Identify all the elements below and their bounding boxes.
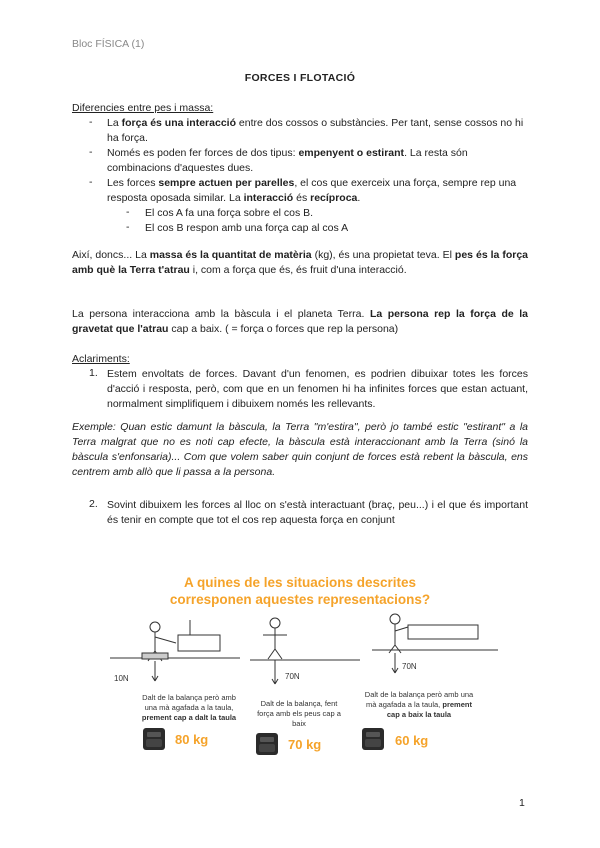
head-sketch: [270, 618, 280, 628]
scale-icon: [143, 728, 165, 750]
bullet-dash: -: [89, 146, 93, 158]
sub-bullet-dash: -: [126, 221, 130, 233]
scale-sketch: [142, 653, 168, 659]
page-title: FORCES I FLOTACIÓ: [244, 72, 356, 84]
sketch-label: 10N: [114, 674, 129, 683]
scale-icon: [362, 728, 384, 750]
list-number: 2.: [89, 498, 98, 510]
weight-60: 60 kg: [395, 733, 429, 748]
sketch-label: 70N: [402, 662, 417, 671]
weight-70: 70 kg: [288, 737, 322, 752]
sketch-label: 70N: [285, 672, 300, 681]
sub-bullet-b: El cos B respon amb una força cap al cos A: [145, 222, 349, 234]
scale-icon: [256, 733, 278, 755]
caption-situation-3: Dalt de la balança però amb una mà agafada a la taula, prement cap a baix la taula: [364, 690, 474, 719]
bullet-force-pairs: Les forces sempre actuen per parelles, el cos que exerceix una força, sempre rep una resposta oposada similar. La interacció és recíproca.: [107, 177, 517, 204]
figure-title-line-2: corresponen aquestes representacions?: [169, 592, 431, 607]
paragraph-mass-weight: Així, doncs... La massa és la quantitat de matèria (kg), és una propietat teva. El pes és la força amb què la Terra t'atrau i, com a força que és, és fruit d'una interacció.: [72, 249, 529, 276]
section-heading-weight-mass: Diferencies entre pes i massa:: [72, 102, 214, 114]
clarification-item-2: Sovint dibuixem les forces al lloc on s'està interactuant (braç, peu...) i el que és important és tenir en compte que tot el cos rep aquesta força en conjunt: [107, 499, 528, 526]
section-heading-clarifications: Aclariments:: [72, 353, 130, 365]
weight-80: 80 kg: [175, 732, 209, 747]
bullet-force-interaction: La força és una interacció entre dos cossos o substàncies. Per tant, sense cossos no hi ha força.: [107, 117, 524, 144]
document-header: Bloc FÍSICA (1): [72, 38, 145, 50]
head-sketch: [150, 622, 160, 632]
sub-bullet-a: El cos A fa una força sobre el cos B.: [145, 207, 314, 219]
list-number: 1.: [89, 367, 98, 379]
sub-bullet-dash: -: [126, 206, 130, 218]
table-sketch: [178, 635, 220, 651]
figure-title-line-1: A quines de les situacions descrites: [183, 575, 417, 590]
caption-situation-2: Dalt de la balança, fent força amb els peus cap a baix: [257, 699, 341, 728]
bullet-dash: -: [89, 176, 93, 188]
bullet-dash: -: [89, 116, 93, 128]
table-sketch: [408, 625, 478, 639]
bullet-force-types: Només es poden fer forces de dos tipus: empenyent o estirant. La resta són combinacions d'aquestes dues.: [107, 147, 468, 174]
clarification-item-1: Estem envoltats de forces. Davant d'un fenomen, es podrien dibuixar totes les forces d'acció i resposta, però, com que en un fenomen hi ha infinites forces que estan actuant, normalment simplifiquem i dibuixem només les rellevants.: [107, 368, 528, 410]
force-sketches: [110, 605, 500, 685]
head-sketch: [390, 614, 400, 624]
page-number: 1: [519, 797, 525, 809]
example-paragraph: Exemple: Quan estic damunt la bàscula, la Terra "m'estira", però jo també estic "estirant" a la Terra malgrat que no es noti cap efecte, la bàscula està interaccionant amb la Terra (sinó la bàscula s'enfonsaria)... Com que volem saber quin conjunt de forces està rebent la bàscula, ens centrem amb allò que li passa a la persona.: [72, 421, 528, 478]
paragraph-person-scale: La persona interacciona amb la bàscula i el planeta Terra. La persona rep la força de la gravetat que l'atrau cap a baix. ( = força o forces que rep la persona): [72, 308, 528, 335]
caption-situation-1: Dalt de la balança però amb una mà agafada a la taula, prement cap a dalt la taula: [141, 693, 237, 722]
